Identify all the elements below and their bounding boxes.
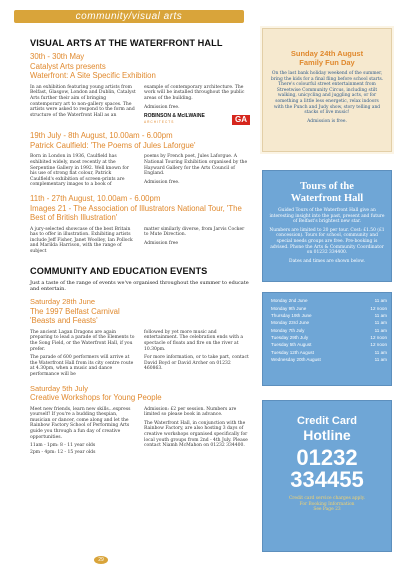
tour-date-day: Tuesday 5th August: [271, 342, 312, 348]
ce-event2-col1c: 2pm - 4pm: 12 - 15 year olds: [30, 449, 96, 455]
tour-date-row: [263, 356, 391, 363]
event3-dates: 11th - 27th August, 10.00am - 6.00pm: [30, 193, 161, 203]
ce-event1-columns: [30, 330, 250, 381]
page-number: 29: [94, 556, 108, 564]
event1-title: Waterfront: A Site Specific Exhibition: [30, 71, 156, 81]
ce-event1-date: Saturday 28th June: [30, 297, 96, 307]
hotline-number1: 01232: [296, 445, 358, 470]
tour-date-time: 12 noon: [370, 342, 387, 348]
event1-dates: 30th - 30th May: [30, 52, 85, 61]
tour-date-day: Monday 23rd June: [271, 320, 310, 326]
ce-event2-col1a: Meet new friends, learn new skills...express yourself! If you're a budding thespian, musician or dancer, come along and let the Rainbow Factory School of Performing Arts guide you through a fun day of creative opportunities.: [30, 406, 131, 440]
robinson-mcilwaine-logo: ROBINSON & McILWAINE ARCHITECTS: [144, 113, 205, 124]
hotline-note3: See Page 23: [313, 507, 341, 513]
event3-columns: [30, 227, 250, 258]
ce-event2-date: Saturday 5th July: [30, 383, 88, 393]
tours-times-label: Dates and times are shown below.: [289, 258, 365, 264]
event3-col2: matter similarly diverse, from Jarvis Cocker to Mute Direction.: [144, 226, 245, 238]
ce-event2-col2b: The Waterfront Hall, in conjunction with the Rainbow Factory, are also hosting 3 days of creative workshops organised specifically for local youth groups from 2nd - 4th July. Please contact Niamh McMahon on 01232 334400.: [144, 420, 248, 449]
tour-date-day: Monday 7th July: [271, 327, 305, 333]
tour-date-time: 12 noon: [370, 335, 387, 341]
ce-event2-col2a: Admission: £2 per session. Numbers are limited so please book in advance.: [144, 406, 237, 418]
ce-event1-col2a: followed by yet more music and entertainment. The celebration ends with a spectacle of floats and fire on the river at 10.30pm.: [144, 329, 244, 352]
event1-admission: Admission free.: [144, 104, 180, 110]
tour-date-time: 11 am: [374, 298, 387, 304]
event3-title: Images 21 - The Association of Illustrators National Tour, 'The Best of British Illustration': [30, 203, 242, 223]
fun-day-card: [262, 28, 392, 152]
tour-date-day: Wednesday 20th August: [271, 357, 321, 363]
event2-admission: Admission free.: [144, 179, 180, 185]
ce-event1-col2b: For more information, or to take part, contact David Boyd or David Archer on 01232 460863.: [144, 355, 249, 372]
banner-title: community/visual arts: [75, 11, 183, 22]
ce-event2-col1b: 11am - 1pm: 8 - 11 year olds: [30, 443, 96, 449]
event2-dates: 19th July - 8th August, 10.00am - 6.00pm: [30, 131, 173, 141]
tour-date-time: 11 am: [374, 312, 387, 318]
tour-dates-table: [263, 297, 391, 363]
ce-event2-columns: [30, 407, 250, 459]
ce-event2-title: Creative Workshops for Young People: [30, 393, 162, 402]
tour-date-day: Tuesday 12th August: [271, 349, 314, 355]
event1-columns: [30, 85, 250, 125]
tour-date-row: [263, 341, 391, 348]
community-heading: COMMUNITY AND EDUCATION EVENTS: [30, 265, 208, 276]
tour-date-day: Thursday 19th June: [271, 312, 312, 318]
ce-event1-title1: The 1997 Belfast Carnival: [30, 306, 120, 316]
hotline-number2: 334455: [290, 467, 364, 492]
ce-event1-title2: 'Beasts and Feasts': [30, 316, 98, 326]
tour-date-day: Tuesday 29th July: [271, 335, 309, 341]
tours-title: Tours of the Waterfront Hall: [290, 181, 364, 204]
event2-columns: [30, 154, 250, 191]
hotline-title1: Credit Card: [297, 415, 357, 427]
event3-col1: A jury-selected showcase of the best Britain has to offer in illustration. Exhibiting artists include Jeff Fisher, Janet Woolley, Ian Pollock and Marilda Harrison, with the range of subject: [30, 226, 133, 255]
tour-date-day: Monday 9th June: [271, 305, 307, 311]
ce-event1-col1a: The ancient Lagan Dragons are again preparing to lead a parade of the Elements to the Song Field, or the Waterfront Hall, if you prefer.: [30, 329, 135, 352]
hotline-card: [262, 400, 392, 552]
community-intro: Just a taste of the range of events we've organised throughout the summer to educate and entertain.: [30, 279, 249, 292]
fun-day-date: Sunday 24th August: [290, 49, 364, 58]
hotline-note2: For Booking Information: [299, 501, 355, 507]
event2-col2: poems by French poet, Jules Laforgue. A National Touring Exhibition organised by the Hayward Gallery for the Arts Council of England.: [144, 154, 248, 177]
section-banner: [14, 10, 244, 23]
tour-dates-card: [262, 292, 392, 386]
event1-col1: In an exhibition featuring young artists from Belfast, Glasgow, London and Dublin, Catalyst Arts further their aim of bringing contemporary art to non-gallery spaces. The artists were asked to respond to the form and structure of the Waterfront Hall as an: [30, 84, 136, 118]
ga-logo: GA: [232, 115, 250, 125]
ce-event1-col1b: The parade of 600 performers will arrive at the Waterfront Hall from its city centre route at 4.30pm, when a music and dance performance will be: [30, 355, 134, 377]
tour-date-time: 11 am: [374, 327, 387, 333]
tour-date-time: 11 am: [374, 320, 387, 326]
tours-body1: Guided Tours of the Waterfront Hall give an interesting insight into the past, present and future of Belfast's brightest new star.: [269, 208, 385, 225]
event1-col2: example of contemporary architecture. The work will be installed throughout the public areas of the building.: [144, 84, 245, 101]
fun-day-admission: Admission is free.: [307, 118, 347, 124]
tour-date-row: [263, 334, 391, 341]
fun-day-title: Family Fun Day: [299, 58, 355, 67]
event2-title: Patrick Caulfield: 'The Poems of Jules Laforgue': [30, 140, 196, 150]
event3-admission: Admission free: [144, 240, 179, 246]
tours-card: [262, 170, 392, 282]
tour-date-time: 11 am: [374, 349, 387, 355]
event2-col1: Born in London in 1936, Caulfield has exhibited widely, most recently at the Serpentine Gallery in 1992. Well known for his use of strong flat colour, Patrick Caulfield's exhibition of screen-prints are complementary images to a book of: [30, 154, 129, 188]
tour-date-day: Monday 2nd June: [271, 298, 308, 304]
tour-date-time: 11 am: [374, 357, 387, 363]
hotline-title2: Hotline: [303, 427, 351, 443]
visual-arts-heading: VISUAL ARTS AT THE WATERFRONT HALL: [30, 38, 223, 48]
tour-date-row: [263, 319, 391, 326]
main-column: [30, 38, 250, 458]
sponsor-logos: [144, 114, 250, 125]
tour-date-time: 12 noon: [370, 305, 387, 311]
hotline-note1: Credit card service charges apply.: [288, 496, 366, 501]
tour-date-row: [263, 297, 391, 304]
tour-date-row: [263, 304, 391, 311]
tours-body2: Numbers are limited to 20 per tour. Cost: £1.50 (£1 concession). Tours for school, community and special needs groups are free. Pre-booking is advised. Phone the Arts & Community Coordinator on 01232 334400.: [269, 227, 385, 256]
tour-date-row: [263, 312, 391, 319]
event1-presenter: Catalyst Arts presents: [30, 61, 106, 71]
tour-date-row: [263, 349, 391, 356]
fun-day-body: On the last bank holiday weekend of the summer, bring the kids for a final fling before school starts. There's colourful street entertainment from Streetwise Community Circus, including stilt walking, unicycling and juggling acts, or for something a little less energetic, relax indoors with the Punch and Judy show, story telling and stacks of live music!: [270, 71, 384, 116]
tour-date-row: [263, 327, 391, 334]
